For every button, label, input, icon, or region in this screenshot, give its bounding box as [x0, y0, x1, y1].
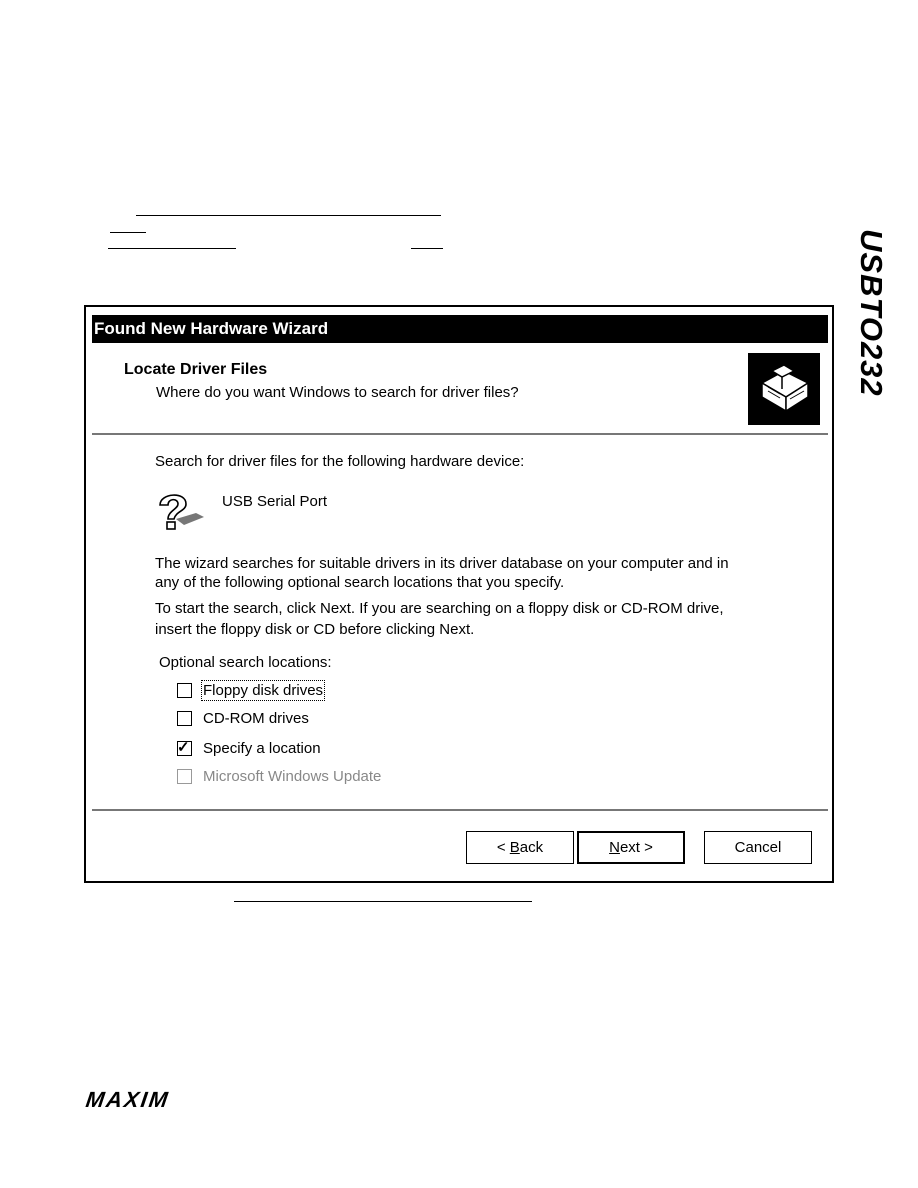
back-button[interactable]: [466, 831, 574, 864]
floppy-disk-checkbox[interactable]: [177, 683, 192, 698]
cdrom-label[interactable]: CD-ROM drives: [203, 709, 309, 727]
back-prefix: <: [496, 839, 510, 856]
header-separator: [92, 433, 828, 435]
windows-update-checkbox: [177, 769, 192, 784]
cdrom-checkbox[interactable]: [177, 711, 192, 726]
specify-location-option[interactable]: [177, 738, 321, 758]
underline-4: [411, 248, 443, 249]
next-button[interactable]: [577, 831, 685, 864]
header-subtitle: Where do you want Windows to search for driver files?: [156, 384, 519, 401]
underline-2: [110, 232, 146, 233]
instruction-line-1: To start the search, click Next. If you are searching on a floppy disk or CD-ROM drive,: [155, 600, 724, 617]
cancel-button[interactable]: Cancel: [704, 831, 812, 864]
footer-separator: [92, 809, 828, 811]
side-title: USBTO232: [854, 229, 889, 397]
back-accel: B: [509, 839, 520, 856]
unknown-device-question-icon: [152, 489, 208, 537]
dialog-title-bar[interactable]: Found New Hardware Wizard: [92, 315, 828, 343]
hardware-wizard-icon: [748, 353, 820, 425]
underline-1: [136, 215, 441, 216]
found-new-hardware-dialog: [84, 305, 834, 883]
check-mark-icon: ✓: [177, 738, 190, 756]
windows-update-option: [177, 766, 381, 786]
windows-update-label: Microsoft Windows Update: [203, 767, 382, 785]
description-line-2: any of the following optional search locations that you specify.: [155, 574, 565, 591]
description-line-1: The wizard searches for suitable drivers in its driver database on your computer and in: [155, 555, 729, 572]
maxim-logo: MAXIM: [84, 1087, 172, 1112]
specify-location-checkbox[interactable]: [177, 738, 192, 756]
underline-5: [234, 901, 532, 902]
next-rest: ext >: [619, 839, 653, 856]
underline-3: [108, 248, 236, 249]
header-title: Locate Driver Files: [124, 361, 268, 378]
instruction-line-2: insert the floppy disk or CD before clicking Next.: [155, 621, 475, 638]
specify-location-label[interactable]: Specify a location: [203, 739, 321, 757]
cdrom-option[interactable]: [177, 708, 309, 728]
next-accel: N: [609, 839, 620, 856]
device-name: USB Serial Port: [222, 493, 328, 510]
optional-locations-label: Optional search locations:: [159, 654, 332, 671]
back-rest: ack: [519, 839, 544, 856]
search-intro-text: Search for driver files for the following hardware device:: [155, 453, 525, 470]
floppy-disk-option[interactable]: [177, 680, 323, 700]
floppy-disk-label[interactable]: Floppy disk drives: [203, 681, 324, 699]
